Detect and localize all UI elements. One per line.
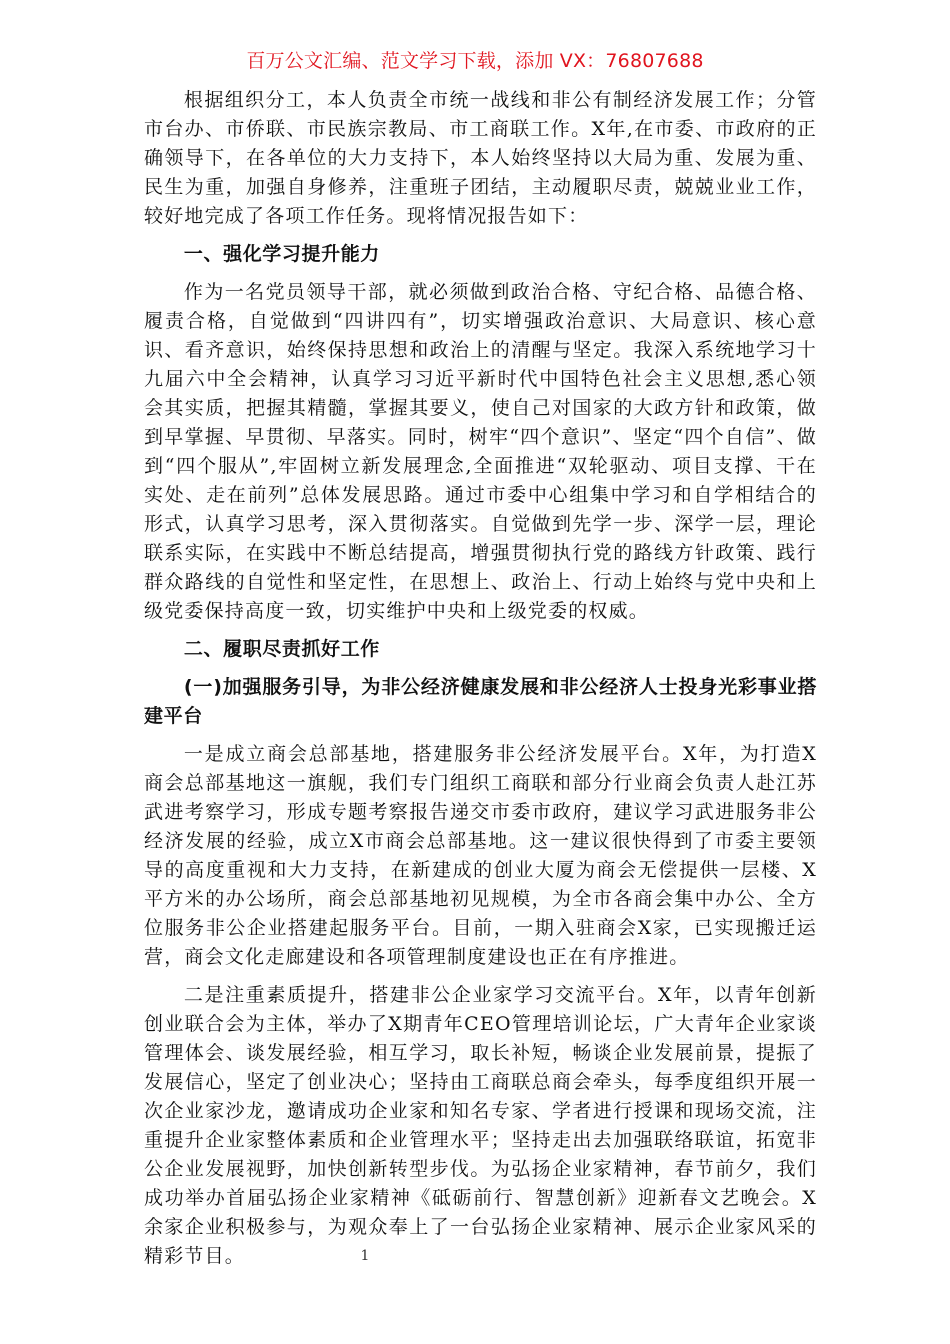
intro-paragraph: 根据组织分工，本人负责全市统一战线和非公有制经济发展工作；分管市台办、市侨联、市民族宗教局、市工商联工作。X年,在市委、市政府的正确领导下，在各单位的大力支持下，本人始终坚持以大局为重、发展为重、民生为重，加强自身修养，注重班子团结，主动履职尽责，兢兢业业工作，较好地完成了各项工作任务。现将情况报告如下：: [144, 89, 817, 227]
section-2-paragraph-2: 二是注重素质提升，搭建非公企业家学习交流平台。X年，以青年创新创业联合会为主体，举办了X期青年CEO管理培训论坛，广大青年企业家谈管理体会、谈发展经验，相互学习，取长补短，畅谈企业发展前景，提振了发展信心，坚定了创业决心；坚持由工商联总商会牵头，每季度组织开展一次企业家沙龙，邀请成功企业家和知名专家、学者进行授课和现场交流，注重提升企业家整体素质和企业管理水平；坚持走出去加强联络联谊，拓宽非公企业发展视野，加快创新转型步伐。为弘扬企业家精神，春节前夕，我们成功举办首届弘扬企业家精神《砥砺前行、智慧创新》迎新春文艺晚会。X余家企业积极参与，为观众奉上了一台弘扬企业家精神、展示企业家风采的精彩节目。: [144, 984, 817, 1267]
watermark-banner: 百万公文汇编、范文学习下载，添加 VX：76807688: [246, 50, 704, 72]
document-body: [144, 86, 817, 1271]
section-2-heading: 二、履职尽责抓好工作: [183, 638, 380, 660]
section-1-heading: 一、强化学习提升能力: [183, 243, 380, 265]
section-1-paragraph: 作为一名党员领导干部，就必须做到政治合格、守纪合格、品德合格、履责合格，自觉做到“四讲四有”，切实增强政治意识、大局意识、核心意识、看齐意识，始终保持思想和政治上的清醒与坚定。我深入系统地学习十九届六中全会精神，认真学习习近平新时代中国特色社会主义思想,悉心领会其实质，把握其精髓，掌握其要义，使自己对国家的大政方针和政策，做到早掌握、早贯彻、早落实。同时，树牢“四个意识”、坚定“四个自信”、做到“四个服从”,牢固树立新发展理念,全面推进“双轮驱动、项目支撑、干在实处、走在前列”总体发展思路。通过市委中心组集中学习和自学相结合的形式，认真学习思考，深入贯彻落实。自觉做到先学一步、深学一层，理论联系实际，在实践中不断总结提高，增强贯彻执行党的路线方针政策、践行群众路线的自觉性和坚定性，在思想上、政治上、行动上始终与党中央和上级党委保持高度一致，切实维护中央和上级党委的权威。: [144, 281, 817, 622]
section-2-paragraph-1: 一是成立商会总部基地，搭建服务非公经济发展平台。X年，为打造X商会总部基地这一旗舰，我们专门组织工商联和部分行业商会负责人赴江苏武进考察学习，形成专题考察报告递交市委市政府，建议学习武进服务非公经济发展的经验，成立X市商会总部基地。这一建议很快得到了市委主要领导的高度重视和大力支持，在新建成的创业大厦为商会无偿提供一层楼、X平方米的办公场所，商会总部基地初见规模，为全市各商会集中办公、全方位服务非公企业搭建起服务平台。目前，一期入驻商会X家，已实现搬迁运营，商会文化走廊建设和各项管理制度建设也正在有序推进。: [144, 743, 817, 968]
section-2-subheading: (一)加强服务引导，为非公经济健康发展和非公经济人士投身光彩事业搭建平台: [144, 676, 817, 727]
page-number: 1: [360, 1248, 370, 1264]
